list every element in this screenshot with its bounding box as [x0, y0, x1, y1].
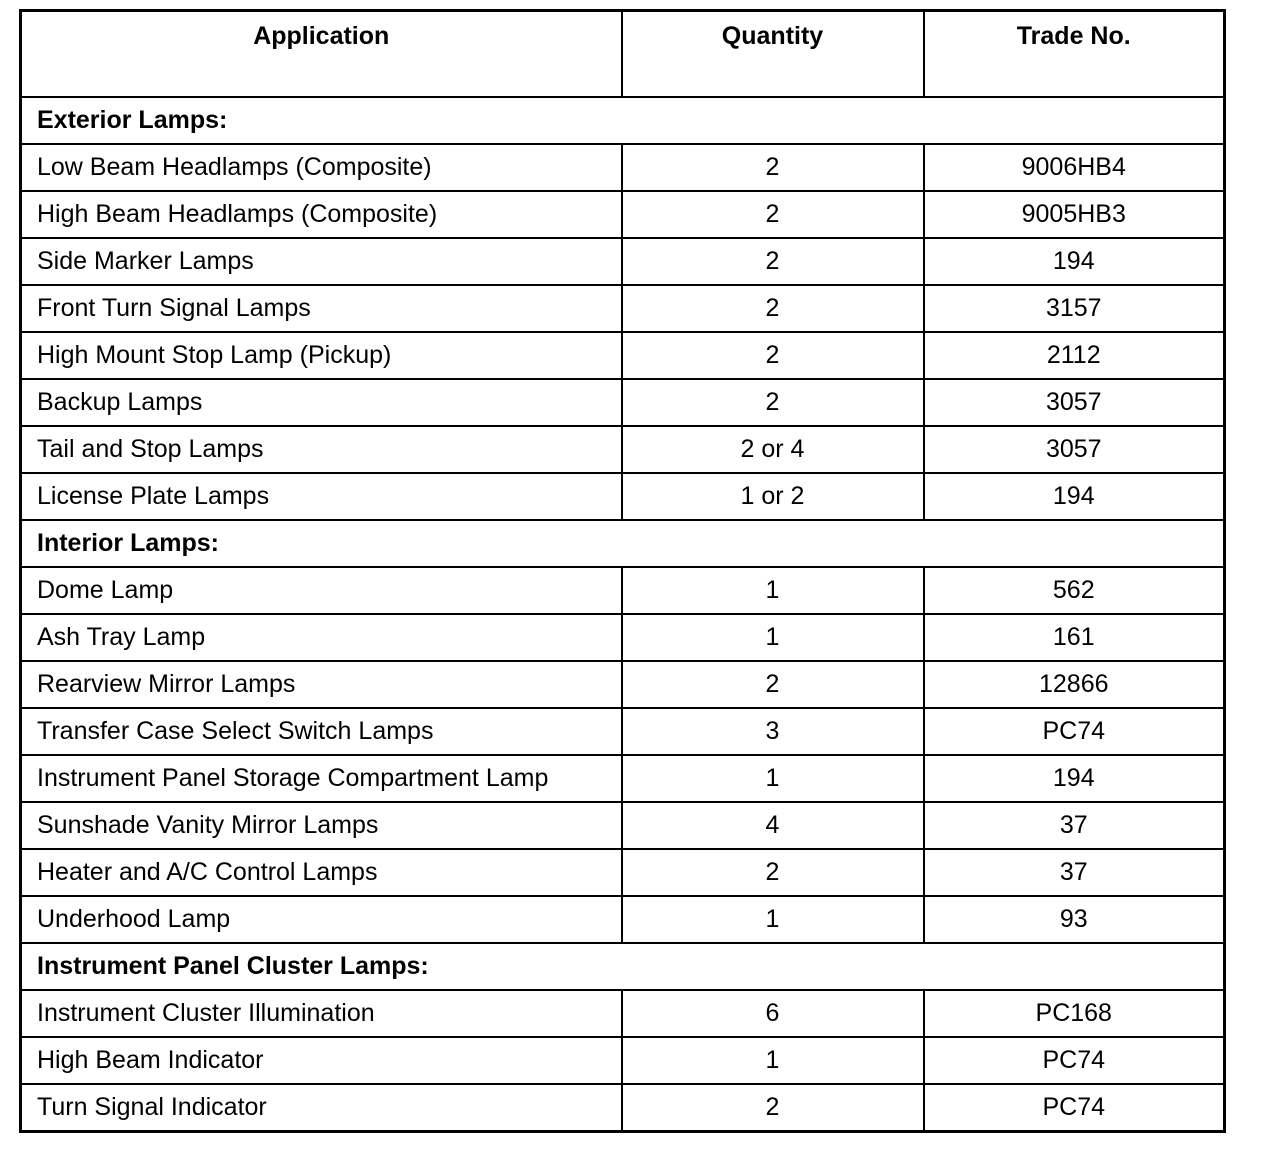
- cell-quantity: 1 or 2: [622, 473, 924, 520]
- cell-trade-no: 9006HB4: [924, 144, 1225, 191]
- cell-application: Sunshade Vanity Mirror Lamps: [21, 802, 622, 849]
- cell-quantity: 1: [622, 1037, 924, 1084]
- table-row: [21, 849, 1225, 896]
- cell-application: Dome Lamp: [21, 567, 622, 614]
- cell-quantity: 2: [622, 1084, 924, 1132]
- section-row: [21, 97, 1225, 144]
- table-row: [21, 473, 1225, 520]
- cell-application: Instrument Panel Storage Compartment Lamp: [21, 755, 622, 802]
- cell-trade-no: 562: [924, 567, 1225, 614]
- cell-trade-no: 37: [924, 802, 1225, 849]
- table-row: [21, 238, 1225, 285]
- cell-application: High Mount Stop Lamp (Pickup): [21, 332, 622, 379]
- cell-quantity: 2: [622, 238, 924, 285]
- cell-quantity: 2: [622, 379, 924, 426]
- cell-application: Side Marker Lamps: [21, 238, 622, 285]
- table-row: [21, 1037, 1225, 1084]
- section-row: [21, 943, 1225, 990]
- cell-application: Heater and A/C Control Lamps: [21, 849, 622, 896]
- lamp-specification-table: [19, 9, 1226, 1133]
- cell-application: Low Beam Headlamps (Composite): [21, 144, 622, 191]
- cell-trade-no: PC74: [924, 1084, 1225, 1132]
- cell-trade-no: 93: [924, 896, 1225, 943]
- cell-trade-no: 2112: [924, 332, 1225, 379]
- cell-application: Underhood Lamp: [21, 896, 622, 943]
- cell-application: Tail and Stop Lamps: [21, 426, 622, 473]
- header-trade-no: Trade No.: [924, 11, 1225, 98]
- table-body: [21, 97, 1225, 1132]
- cell-trade-no: 194: [924, 473, 1225, 520]
- table-row: [21, 708, 1225, 755]
- section-title: Instrument Panel Cluster Lamps:: [21, 943, 1225, 990]
- table-row: [21, 426, 1225, 473]
- table-row: [21, 379, 1225, 426]
- cell-trade-no: PC74: [924, 1037, 1225, 1084]
- table-row: [21, 1084, 1225, 1132]
- header-application: Application: [21, 11, 622, 98]
- cell-application: Front Turn Signal Lamps: [21, 285, 622, 332]
- cell-quantity: 2 or 4: [622, 426, 924, 473]
- cell-quantity: 3: [622, 708, 924, 755]
- cell-trade-no: 37: [924, 849, 1225, 896]
- table-row: [21, 332, 1225, 379]
- table-row: [21, 614, 1225, 661]
- cell-trade-no: 3157: [924, 285, 1225, 332]
- table-row: [21, 896, 1225, 943]
- header-quantity: Quantity: [622, 11, 924, 98]
- cell-trade-no: 3057: [924, 379, 1225, 426]
- section-title: Exterior Lamps:: [21, 97, 1225, 144]
- cell-quantity: 2: [622, 191, 924, 238]
- cell-trade-no: PC74: [924, 708, 1225, 755]
- table-row: [21, 802, 1225, 849]
- cell-application: Ash Tray Lamp: [21, 614, 622, 661]
- table-row: [21, 191, 1225, 238]
- table-row: [21, 567, 1225, 614]
- cell-quantity: 1: [622, 755, 924, 802]
- cell-trade-no: 3057: [924, 426, 1225, 473]
- cell-quantity: 6: [622, 990, 924, 1037]
- section-title: Interior Lamps:: [21, 520, 1225, 567]
- table-row: [21, 285, 1225, 332]
- table-row: [21, 661, 1225, 708]
- cell-quantity: 1: [622, 614, 924, 661]
- cell-quantity: 4: [622, 802, 924, 849]
- header-row: [21, 11, 1225, 98]
- cell-application: Transfer Case Select Switch Lamps: [21, 708, 622, 755]
- cell-application: High Beam Headlamps (Composite): [21, 191, 622, 238]
- table-row: [21, 755, 1225, 802]
- cell-application: Backup Lamps: [21, 379, 622, 426]
- cell-application: Turn Signal Indicator: [21, 1084, 622, 1132]
- cell-trade-no: PC168: [924, 990, 1225, 1037]
- section-row: [21, 520, 1225, 567]
- cell-quantity: 2: [622, 849, 924, 896]
- cell-quantity: 1: [622, 567, 924, 614]
- cell-application: License Plate Lamps: [21, 473, 622, 520]
- cell-quantity: 2: [622, 332, 924, 379]
- cell-application: Rearview Mirror Lamps: [21, 661, 622, 708]
- cell-quantity: 2: [622, 144, 924, 191]
- cell-application: High Beam Indicator: [21, 1037, 622, 1084]
- cell-quantity: 2: [622, 285, 924, 332]
- cell-trade-no: 161: [924, 614, 1225, 661]
- cell-trade-no: 194: [924, 755, 1225, 802]
- table-row: [21, 990, 1225, 1037]
- table-row: [21, 144, 1225, 191]
- cell-quantity: 2: [622, 661, 924, 708]
- cell-application: Instrument Cluster Illumination: [21, 990, 622, 1037]
- cell-trade-no: 12866: [924, 661, 1225, 708]
- cell-quantity: 1: [622, 896, 924, 943]
- cell-trade-no: 9005HB3: [924, 191, 1225, 238]
- cell-trade-no: 194: [924, 238, 1225, 285]
